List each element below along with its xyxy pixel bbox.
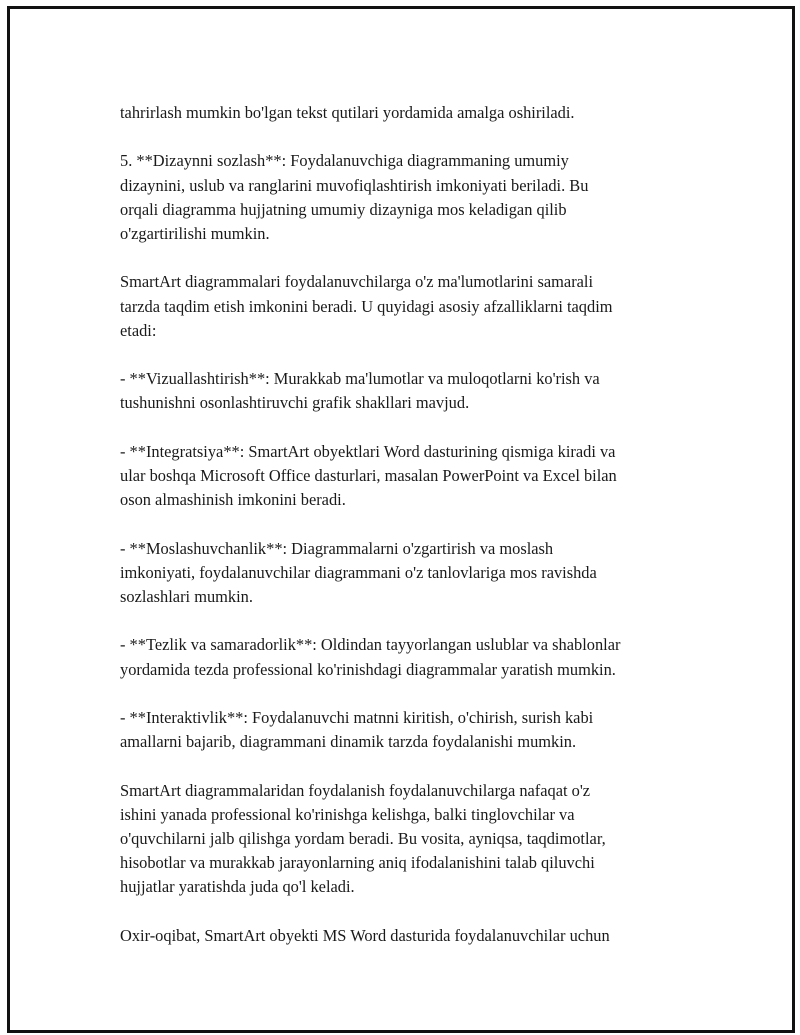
text-line: tahrirlash mumkin bo'lgan tekst qutilari yordamida amalga oshiriladi.: [120, 103, 575, 122]
paragraph-design-settings: [120, 149, 690, 246]
text-line: o'zgartirilishi mumkin.: [120, 224, 270, 243]
text-line: hisobotlar va murakkab jarayonlarning aniq ifodalanishini talab qiluvchi: [120, 853, 595, 873]
text-line: - **Tezlik va samaradorlik**: Oldindan tayyorlangan uslublar va shablonlar: [120, 635, 621, 655]
text-line: dizaynini, uslub va ranglarini muvofiqlashtirish imkoniyati beriladi. Bu: [120, 175, 589, 195]
paragraph-continuation: [120, 101, 690, 125]
text-line: - **Moslashuvchanlik**: Diagrammalarni o'zgartirish va moslash: [120, 538, 554, 558]
paragraph-smartart-benefits: [120, 779, 690, 900]
list-item-integration: [120, 440, 690, 513]
list-item-visualization: [120, 367, 690, 415]
text-line: hujjatlar yaratishda juda qo'l keladi.: [120, 877, 355, 897]
document-body: [120, 101, 690, 972]
list-item-interactivity: [120, 706, 690, 754]
text-line: SmartArt diagrammalari foydalanuvchilarga o'z ma'lumotlarini samarali: [120, 272, 594, 292]
text-line: tarzda taqdim etish imkonini beradi. U quyidagi asosiy afzalliklarni taqdim: [120, 296, 613, 316]
paragraph-conclusion: [120, 924, 690, 948]
text-line: o'quvchilarni jalb qilishga yordam beradi. Bu vosita, ayniqsa, taqdimotlar,: [120, 828, 606, 848]
document-page: [7, 6, 795, 1033]
list-item-flexibility: [120, 537, 690, 610]
text-line: oson almashinish imkonini beradi.: [120, 490, 346, 510]
list-item-speed: [120, 633, 690, 681]
text-line: 5. **Dizaynni sozlash**: Foydalanuvchiga diagrammaning umumiy: [120, 151, 569, 171]
text-line: - **Interaktivlik**: Foydalanuvchi matnni kiritish, o'chirish, surish kabi: [120, 707, 594, 727]
text-line: amallarni bajarib, diagrammani dinamik tarzda foydalanishi mumkin.: [120, 732, 577, 752]
text-line: ishini yanada professional ko'rinishga kelishga, balki tinglovchilar va: [120, 804, 575, 824]
text-line: tushunishni osonlashtiruvchi grafik shakllari mavjud.: [120, 393, 470, 413]
text-line: imkoniyati, foydalanuvchilar diagrammani o'z tanlovlariga mos ravishda: [120, 562, 597, 582]
text-line: - **Vizuallashtirish**: Murakkab ma'lumotlar va muloqotlarni ko'rish va: [120, 369, 600, 389]
text-line: SmartArt diagrammalaridan foydalanish foydalanuvchilarga nafaqat o'z: [120, 780, 591, 800]
text-line: Oxir-oqibat, SmartArt obyekti MS Word dasturida foydalanuvchilar uchun: [120, 925, 610, 945]
text-line: orqali diagramma hujjatning umumiy dizayniga mos keladigan qilib: [120, 199, 567, 219]
text-line: yordamida tezda professional ko'rinishdagi diagrammalar yaratish mumkin.: [120, 659, 616, 679]
paragraph-smartart-intro: [120, 270, 690, 343]
text-line: - **Integratsiya**: SmartArt obyektlari Word dasturining qismiga kiradi va: [120, 441, 616, 461]
text-line: etadi:: [120, 320, 157, 340]
text-line: ular boshqa Microsoft Office dasturlari, masalan PowerPoint va Excel bilan: [120, 465, 617, 485]
text-line: sozlashlari mumkin.: [120, 586, 253, 606]
